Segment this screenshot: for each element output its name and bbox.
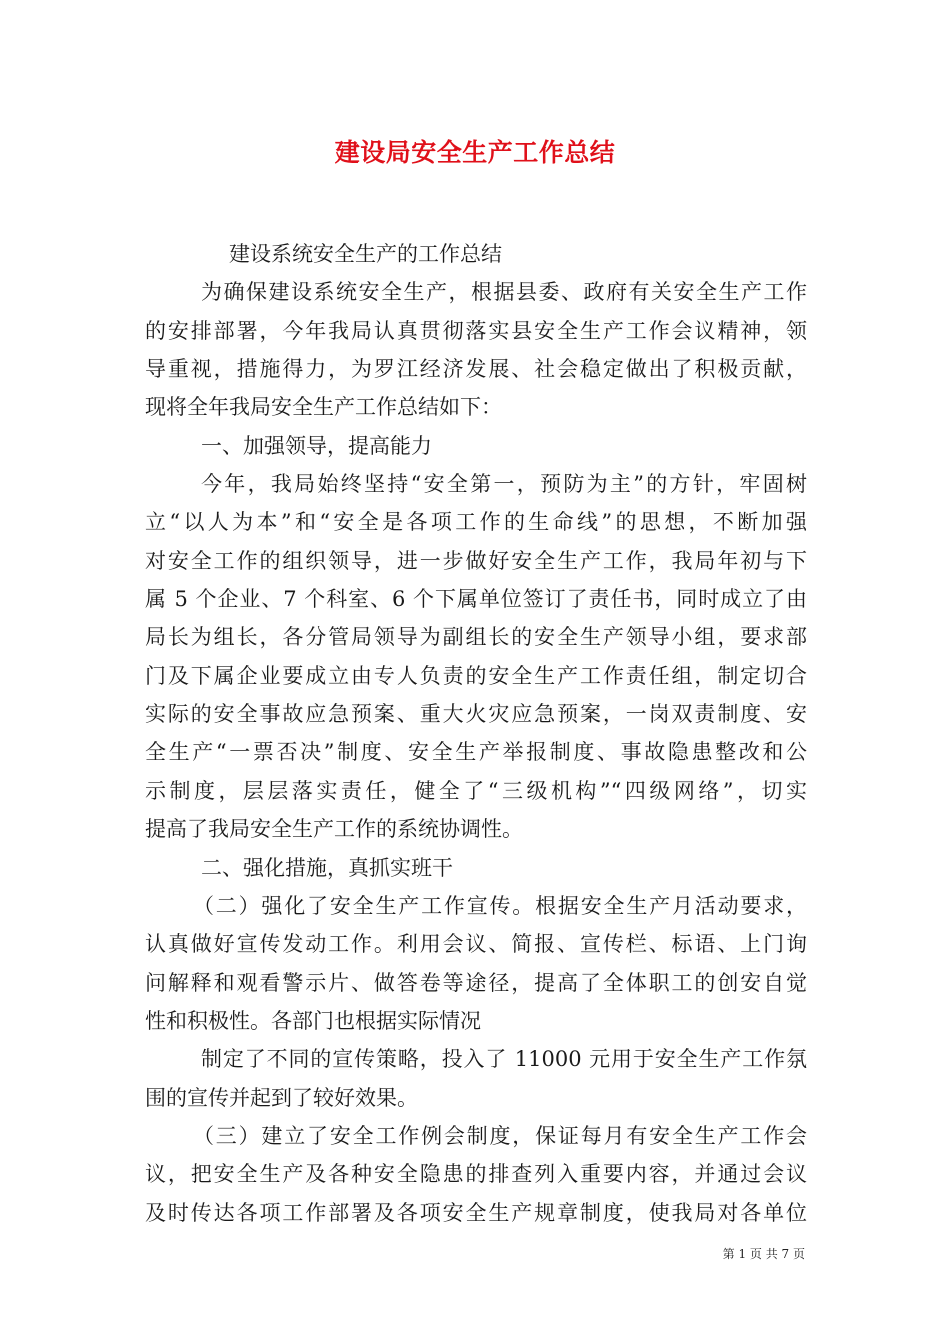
- paragraph-line: 提高了我局安全生产工作的系统协调性。: [145, 817, 523, 842]
- paragraph-line: 局长为组长，各分管局领导为副组长的安全生产领导小组，要求部: [145, 625, 807, 650]
- paragraph-line: 性和积极性。各部门也根据实际情况: [145, 1008, 481, 1033]
- document-body: [145, 235, 807, 1232]
- page-number-footer: 第 1 页 共 7 页: [722, 1247, 805, 1261]
- paragraph-line: 现将全年我局安全生产工作总结如下：: [145, 395, 502, 420]
- paragraph-line: 今年，我局始终坚持“安全第一，预防为主”的方针，牢固树: [201, 472, 807, 497]
- paragraph-line: 对安全工作的组织领导，进一步做好安全生产工作，我局年初与下: [145, 548, 807, 573]
- paragraph-line: 属 5 个企业、7 个科室、6 个下属单位签订了责任书，同时成立了由: [145, 587, 807, 612]
- section-heading: 二、强化措施，真抓实班干: [201, 855, 453, 880]
- page-title: 建设局安全生产工作总结: [334, 138, 616, 167]
- section-heading: 一、加强领导，提高能力: [201, 433, 432, 458]
- paragraph-line: 问解释和观看警示片、做答卷等途径，提高了全体职工的创安自觉: [145, 970, 807, 995]
- paragraph-line: 认真做好宣传发动工作。利用会议、简报、宣传栏、标语、上门询: [145, 932, 807, 957]
- paragraph-line: 围的宣传并起到了较好效果。: [145, 1085, 418, 1110]
- paragraph-line: 制定了不同的宣传策略，投入了 11000 元用于安全生产工作氛: [201, 1047, 807, 1072]
- paragraph-line: 示制度，层层落实责任，健全了“三级机构”“四级网络”，切实: [145, 778, 807, 803]
- paragraph-line: 及时传达各项工作部署及各项安全生产规章制度，使我局对各单位: [145, 1200, 807, 1225]
- paragraph-line: （二）强化了安全生产工作宣传。根据安全生产月活动要求，: [193, 893, 807, 918]
- subtitle-line: 建设系统安全生产的工作总结: [229, 242, 502, 266]
- paragraph-line: 立“以人为本”和“安全是各项工作的生命线”的思想，不断加强: [145, 510, 807, 535]
- paragraph-line: 导重视，措施得力，为罗江经济发展、社会稳定做出了积极贡献，: [145, 357, 807, 382]
- paragraph-line: 实际的安全事故应急预案、重大火灾应急预案，一岗双责制度、安: [145, 702, 807, 727]
- paragraph-line: 全生产“一票否决”制度、安全生产举报制度、事故隐患整改和公: [145, 740, 807, 765]
- paragraph-line: 为确保建设系统安全生产，根据县委、政府有关安全生产工作: [201, 280, 807, 305]
- paragraph-line: 议，把安全生产及各种安全隐患的排查列入重要内容，并通过会议: [145, 1162, 807, 1187]
- paragraph-line: 的安排部署，今年我局认真贯彻落实县安全生产工作会议精神，领: [145, 318, 807, 343]
- paragraph-line: 门及下属企业要成立由专人负责的安全生产工作责任组，制定切合: [145, 663, 807, 688]
- paragraph-line: （三）建立了安全工作例会制度，保证每月有安全生产工作会: [193, 1123, 807, 1148]
